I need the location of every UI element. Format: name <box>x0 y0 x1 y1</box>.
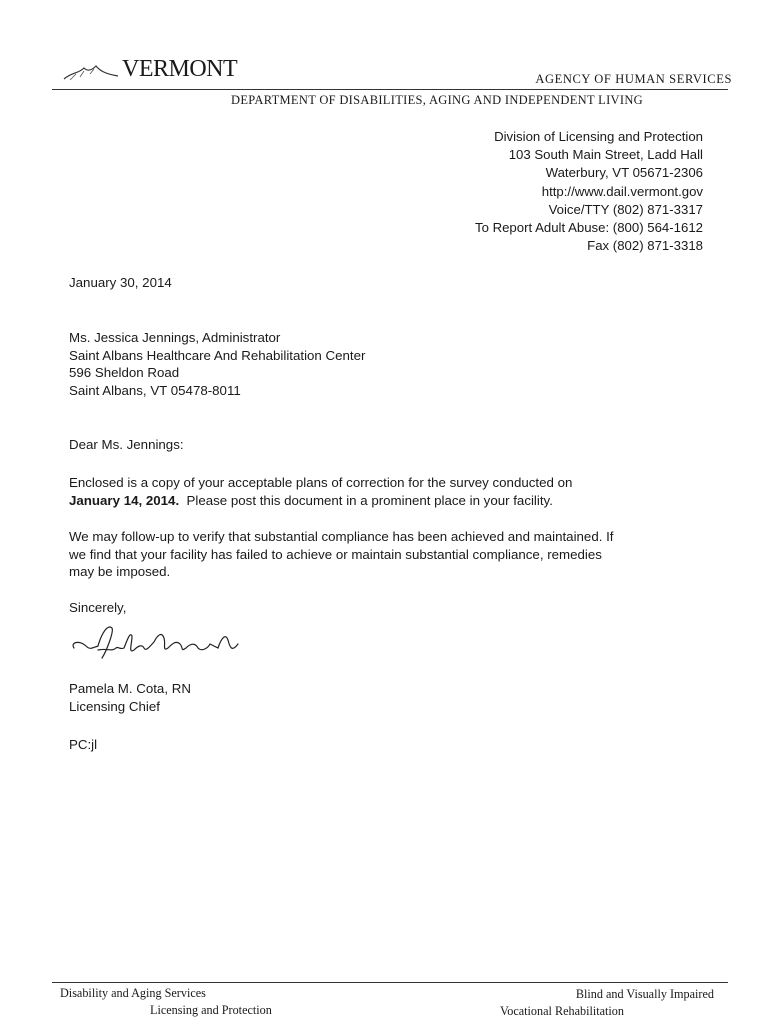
sender-address-block <box>475 128 703 255</box>
salutation: Dear Ms. Jennings: <box>69 437 184 452</box>
footer-vocational-rehabilitation: Vocational Rehabilitation <box>500 1004 624 1018</box>
paragraph-2-line-2: we find that your facility has failed to achieve or maintain substantial compliance, remedies <box>69 546 602 562</box>
signer-title: Licensing Chief <box>69 698 160 714</box>
letter-date: January 30, 2014 <box>69 275 172 290</box>
paragraph-follow-up <box>69 528 709 581</box>
sender-website: http://www.dail.vermont.gov <box>541 183 703 199</box>
state-name: VERMONT <box>122 56 238 82</box>
sender-abuse-hotline: To Report Adult Abuse: (800) 564-1612 <box>474 220 703 236</box>
sender-street: 103 South Main Street, Ladd Hall <box>508 147 703 163</box>
recipient-city: Saint Albans, VT 05478-8011 <box>69 382 241 398</box>
footer-divider <box>52 982 728 983</box>
agency-name: AGENCY OF HUMAN SERVICES <box>535 72 732 86</box>
recipient-facility: Saint Albans Healthcare And Rehabilitation Center <box>69 347 366 363</box>
handwritten-signature <box>68 618 248 666</box>
paragraph-1-line-2 <box>69 492 709 510</box>
survey-date: January 14, 2014. <box>69 492 180 508</box>
sender-city: Waterbury, VT 05671-2306 <box>545 165 703 181</box>
paragraph-2-line-1: We may follow-up to verify that substantial compliance has been achieved and maintained. If <box>69 529 614 544</box>
footer-licensing-protection: Licensing and Protection <box>150 1003 272 1017</box>
paragraph-1-line-1: Enclosed is a copy of your acceptable plans of correction for the survey conducted on <box>69 475 573 490</box>
recipient-street: 596 Sheldon Road <box>69 365 180 380</box>
paragraph-enclosure <box>69 474 709 509</box>
recipient-name: Ms. Jessica Jennings, Administrator <box>69 330 281 345</box>
letterhead-divider <box>52 89 728 90</box>
typist-initials: PC:jl <box>69 737 98 752</box>
paragraph-1-line-2-text: Please post this document in a prominent place in your facility. <box>179 492 553 508</box>
vermont-logo <box>62 56 242 84</box>
signer-block <box>69 680 191 715</box>
paragraph-2-line-3: may be imposed. <box>69 564 171 579</box>
footer-disability-aging-services: Disability and Aging Services <box>60 986 206 1000</box>
sender-fax: Fax (802) 871-3318 <box>587 238 703 254</box>
footer-blind-visually-impaired: Blind and Visually Impaired <box>575 987 714 1001</box>
recipient-address-block <box>69 329 365 399</box>
signer-name: Pamela M. Cota, RN <box>69 681 191 696</box>
signature-icon <box>68 618 248 666</box>
closing: Sincerely, <box>69 600 127 615</box>
sender-division: Division of Licensing and Protection <box>494 129 703 144</box>
mountain-logo-icon <box>62 62 120 82</box>
sender-voice-tty: Voice/TTY (802) 871-3317 <box>548 201 703 217</box>
department-name: DEPARTMENT OF DISABILITIES, AGING AND INDEPENDENT LIVING <box>231 93 643 107</box>
